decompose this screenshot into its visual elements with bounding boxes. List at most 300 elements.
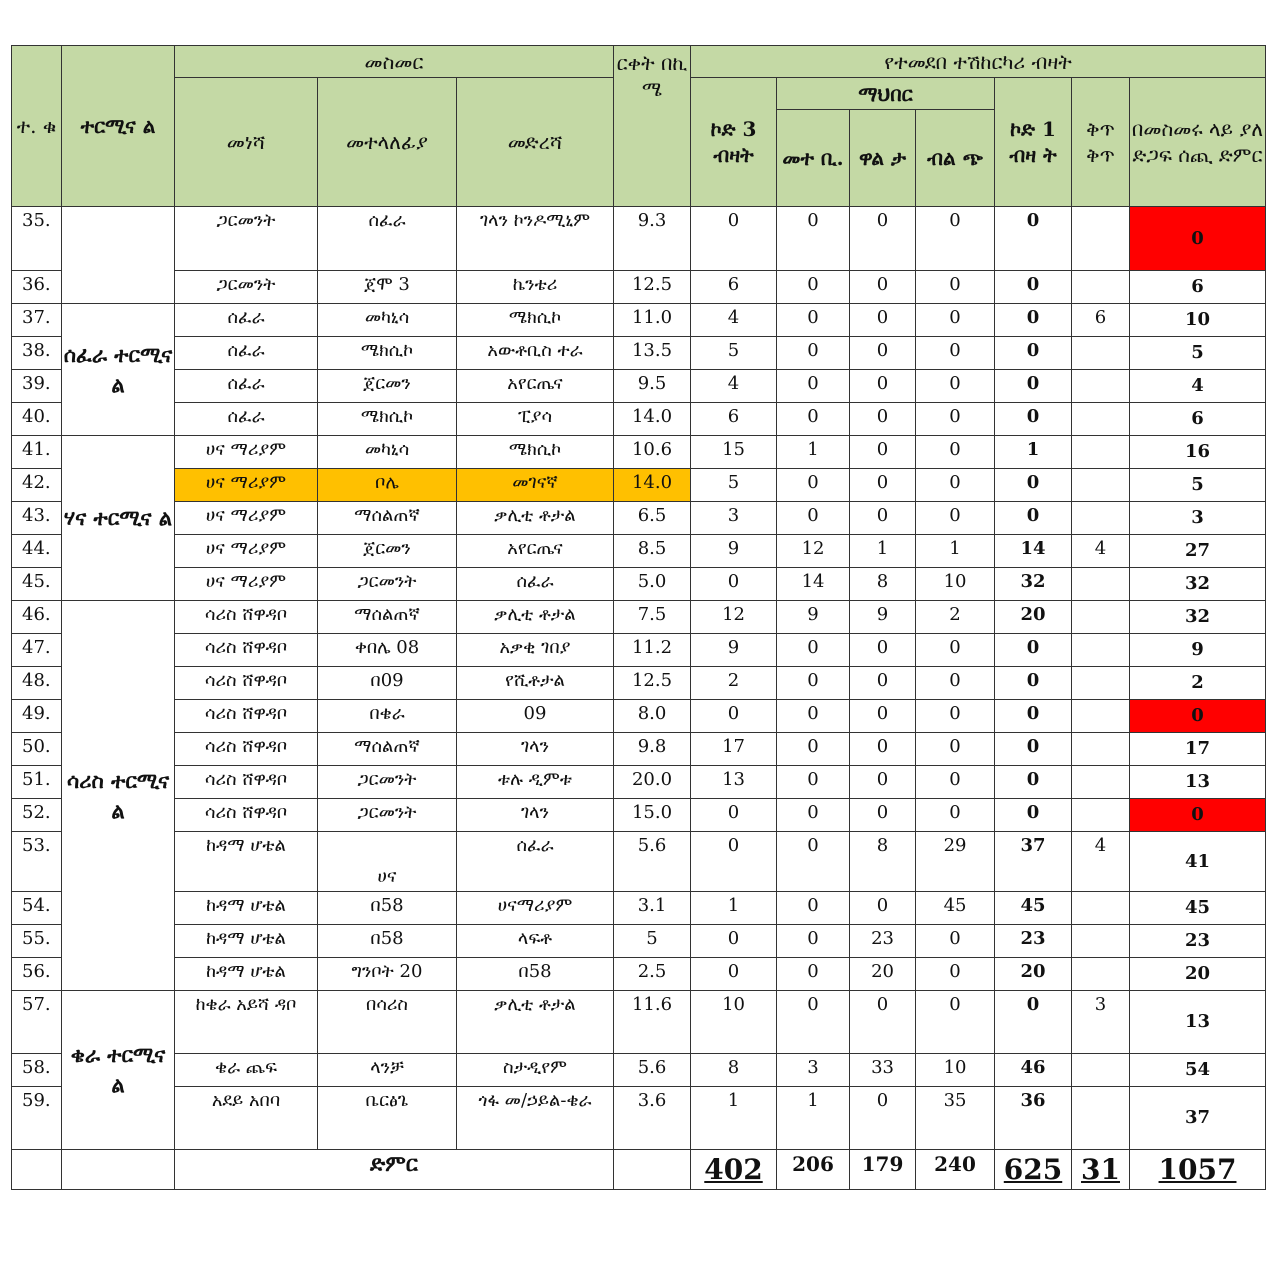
origin-cell: ጋርመንት	[175, 207, 318, 271]
code1-cell: 46	[995, 1054, 1072, 1087]
direct-cell	[1072, 925, 1130, 958]
total-cell: 5	[1130, 337, 1266, 370]
via-cell: ጀርመን	[318, 370, 457, 403]
origin-cell: አደይ አበባ	[175, 1087, 318, 1150]
destination-cell: በ58	[457, 958, 614, 991]
table-row	[12, 832, 1266, 892]
code1-cell: 45	[995, 892, 1072, 925]
destination-cell: ስታዲየም	[457, 1054, 614, 1087]
walta-cell: 0	[850, 799, 916, 832]
destination-cell: ፒያሳ	[457, 403, 614, 436]
direct-cell: 4	[1072, 535, 1130, 568]
origin-cell: ሰፈራ	[175, 403, 318, 436]
blch-cell: 45	[916, 892, 995, 925]
blch-cell: 0	[916, 733, 995, 766]
direct-cell	[1072, 337, 1130, 370]
code1-cell: 0	[995, 799, 1072, 832]
table-row	[12, 1054, 1266, 1087]
via-cell: በቄራ	[318, 700, 457, 733]
via-cell: ጀሞ 3	[318, 271, 457, 304]
distance-cell: 20.0	[614, 766, 691, 799]
via-cell: ጋርመንት	[318, 766, 457, 799]
walta-cell: 0	[850, 733, 916, 766]
summary-blank-no	[12, 1150, 62, 1190]
destination-cell: ቃሊቲ ቶታል	[457, 991, 614, 1054]
distance-cell: 14.0	[614, 469, 691, 502]
table-row	[12, 337, 1266, 370]
walta-cell: 20	[850, 958, 916, 991]
distance-cell: 12.5	[614, 667, 691, 700]
walta-cell: 0	[850, 634, 916, 667]
total-cell: 5	[1130, 469, 1266, 502]
total-cell: 27	[1130, 535, 1266, 568]
code1-cell: 0	[995, 304, 1072, 337]
destination-cell: ጎፋ መ/ኃይል-ቄራ	[457, 1087, 614, 1150]
header-walta: ዋል ታ	[850, 110, 916, 207]
code1-cell: 23	[995, 925, 1072, 958]
distance-cell: 10.6	[614, 436, 691, 469]
code3-cell: 0	[691, 958, 777, 991]
destination-cell: አየርጤና	[457, 535, 614, 568]
distance-cell: 11.2	[614, 634, 691, 667]
code1-cell: 14	[995, 535, 1072, 568]
row-no: 40.	[12, 403, 62, 436]
blch-cell: 0	[916, 207, 995, 271]
blch-cell: 0	[916, 370, 995, 403]
meteb-cell: 0	[777, 370, 850, 403]
terminal-cell-blank	[62, 207, 175, 304]
table-row-highlighted	[12, 469, 1266, 502]
walta-cell: 1	[850, 535, 916, 568]
origin-cell: ከዳማ ሆቴል	[175, 925, 318, 958]
meteb-cell: 0	[777, 304, 850, 337]
summary-blank-terminal	[62, 1150, 175, 1190]
total-cell: 23	[1130, 925, 1266, 958]
summary-walta: 179	[850, 1150, 916, 1190]
blch-cell: 0	[916, 634, 995, 667]
total-cell-alert: 0	[1130, 700, 1266, 733]
meteb-cell: 0	[777, 667, 850, 700]
direct-cell	[1072, 568, 1130, 601]
header-no: ተ. ቁ	[12, 46, 62, 207]
code3-cell: 9	[691, 535, 777, 568]
code3-cell: 6	[691, 403, 777, 436]
header-assigned: የተመደበ ተሽከርካሪ ብዛት	[691, 46, 1266, 78]
table-row	[12, 304, 1266, 337]
distance-cell: 14.0	[614, 403, 691, 436]
meteb-cell: 0	[777, 634, 850, 667]
blch-cell: 0	[916, 304, 995, 337]
blch-cell: 10	[916, 1054, 995, 1087]
via-cell: ሜክሲኮ	[318, 403, 457, 436]
blch-cell: 0	[916, 700, 995, 733]
table-row	[12, 766, 1266, 799]
via-cell: በ09	[318, 667, 457, 700]
code3-cell: 4	[691, 304, 777, 337]
total-cell: 2	[1130, 667, 1266, 700]
header-blch: ብል ጭ	[916, 110, 995, 207]
via-cell: ጋርመንት	[318, 568, 457, 601]
origin-cell: ሳሪስ ሸዋዳቦ	[175, 667, 318, 700]
distance-cell: 5.6	[614, 1054, 691, 1087]
walta-cell: 0	[850, 469, 916, 502]
code3-cell: 3	[691, 502, 777, 535]
total-cell: 13	[1130, 766, 1266, 799]
total-cell: 10	[1130, 304, 1266, 337]
table-row	[12, 403, 1266, 436]
row-no: 44.	[12, 535, 62, 568]
direct-cell	[1072, 667, 1130, 700]
destination-cell: አየርጤና	[457, 370, 614, 403]
row-no: 47.	[12, 634, 62, 667]
walta-cell: 0	[850, 370, 916, 403]
row-no: 50.	[12, 733, 62, 766]
table-row	[12, 925, 1266, 958]
total-cell: 32	[1130, 601, 1266, 634]
via-cell: ግንቦት 20	[318, 958, 457, 991]
distance-cell: 5.6	[614, 832, 691, 892]
header-destination: መድረሻ	[457, 78, 614, 207]
summary-total: 1057	[1130, 1150, 1266, 1190]
blch-cell: 0	[916, 958, 995, 991]
table-row	[12, 370, 1266, 403]
origin-cell: ከዳማ ሆቴል	[175, 958, 318, 991]
via-cell: ጀርመን	[318, 535, 457, 568]
header-code3: ኮድ 3 ብዛት	[691, 78, 777, 207]
direct-cell	[1072, 207, 1130, 271]
blch-cell: 1	[916, 535, 995, 568]
direct-cell: 3	[1072, 991, 1130, 1054]
header-distance: ርቀት በኪ ሜ	[614, 46, 691, 207]
total-cell: 54	[1130, 1054, 1266, 1087]
row-no: 38.	[12, 337, 62, 370]
walta-cell: 0	[850, 304, 916, 337]
direct-cell	[1072, 403, 1130, 436]
blch-cell: 0	[916, 766, 995, 799]
destination-cell: ኬንቴሪ	[457, 271, 614, 304]
code3-cell: 0	[691, 568, 777, 601]
code3-cell: 0	[691, 799, 777, 832]
row-no: 41.	[12, 436, 62, 469]
via-cell: በ58	[318, 925, 457, 958]
terminal-sefera: ሰፈራ ተርሚና ል	[62, 304, 175, 436]
direct-cell	[1072, 1087, 1130, 1150]
walta-cell: 8	[850, 568, 916, 601]
destination-cell: የሺቶታል	[457, 667, 614, 700]
walta-cell: 0	[850, 1087, 916, 1150]
distance-cell: 11.6	[614, 991, 691, 1054]
code1-cell: 20	[995, 601, 1072, 634]
distance-cell: 13.5	[614, 337, 691, 370]
direct-cell	[1072, 469, 1130, 502]
blch-cell: 29	[916, 832, 995, 892]
via-cell: መካኒሳ	[318, 436, 457, 469]
via-cell: በ58	[318, 892, 457, 925]
code3-cell: 0	[691, 207, 777, 271]
destination-cell: ሜክሲኮ	[457, 436, 614, 469]
code1-cell: 0	[995, 667, 1072, 700]
destination-cell: ሰፈራ	[457, 832, 614, 892]
code3-cell: 10	[691, 991, 777, 1054]
distance-cell: 3.6	[614, 1087, 691, 1150]
direct-cell	[1072, 436, 1130, 469]
origin-cell: ሳሪስ ሸዋዳቦ	[175, 700, 318, 733]
code3-cell: 5	[691, 469, 777, 502]
code1-cell: 0	[995, 271, 1072, 304]
origin-cell: ሳሪስ ሸዋዳቦ	[175, 634, 318, 667]
row-no: 53.	[12, 832, 62, 892]
origin-cell: ሀና ማሪያም	[175, 535, 318, 568]
meteb-cell: 0	[777, 958, 850, 991]
destination-cell: መገናኛ	[457, 469, 614, 502]
table-row	[12, 958, 1266, 991]
destination-cell: አቃቂ ገበያ	[457, 634, 614, 667]
table-row	[12, 991, 1266, 1054]
destination-cell: ገላን	[457, 799, 614, 832]
row-no: 45.	[12, 568, 62, 601]
table-row	[12, 502, 1266, 535]
walta-cell: 0	[850, 271, 916, 304]
walta-cell: 0	[850, 766, 916, 799]
walta-cell: 0	[850, 502, 916, 535]
terminal-hana: ሃና ተርሚና ል	[62, 436, 175, 601]
table-row	[12, 700, 1266, 733]
origin-cell: ጋርመንት	[175, 271, 318, 304]
destination-cell: ቃሊቲ ቶታል	[457, 601, 614, 634]
direct-cell	[1072, 766, 1130, 799]
total-cell: 13	[1130, 991, 1266, 1054]
code1-cell: 0	[995, 766, 1072, 799]
summary-code3: 402	[691, 1150, 777, 1190]
meteb-cell: 0	[777, 892, 850, 925]
code3-cell: 6	[691, 271, 777, 304]
destination-cell: ሀናማሪያም	[457, 892, 614, 925]
via-cell: ላንቻ	[318, 1054, 457, 1087]
row-no: 57.	[12, 991, 62, 1054]
total-cell: 45	[1130, 892, 1266, 925]
row-no: 52.	[12, 799, 62, 832]
blch-cell: 35	[916, 1087, 995, 1150]
code1-cell: 0	[995, 991, 1072, 1054]
blch-cell: 0	[916, 667, 995, 700]
distance-cell: 9.8	[614, 733, 691, 766]
summary-blank-distance	[614, 1150, 691, 1190]
meteb-cell: 0	[777, 799, 850, 832]
summary-direct: 31	[1072, 1150, 1130, 1190]
row-no: 35.	[12, 207, 62, 271]
destination-cell: ሜክሲኮ	[457, 304, 614, 337]
walta-cell: 0	[850, 700, 916, 733]
row-no: 58.	[12, 1054, 62, 1087]
total-cell: 3	[1130, 502, 1266, 535]
terminal-kera: ቄራ ተርሚና ል	[62, 991, 175, 1150]
distance-cell: 2.5	[614, 958, 691, 991]
code1-cell: 0	[995, 337, 1072, 370]
row-no: 46.	[12, 601, 62, 634]
direct-cell	[1072, 892, 1130, 925]
via-cell: ጋርመንት	[318, 799, 457, 832]
row-no: 49.	[12, 700, 62, 733]
total-cell: 37	[1130, 1087, 1266, 1150]
total-cell: 6	[1130, 403, 1266, 436]
summary-label: ድምር	[175, 1150, 614, 1190]
origin-cell: ሰፈራ	[175, 337, 318, 370]
table-row	[12, 634, 1266, 667]
via-cell: መካኒሳ	[318, 304, 457, 337]
code3-cell: 2	[691, 667, 777, 700]
direct-cell	[1072, 733, 1130, 766]
total-cell: 9	[1130, 634, 1266, 667]
origin-cell: ሰፈራ	[175, 370, 318, 403]
row-no: 43.	[12, 502, 62, 535]
total-cell: 4	[1130, 370, 1266, 403]
total-cell: 20	[1130, 958, 1266, 991]
walta-cell: 33	[850, 1054, 916, 1087]
distance-cell: 8.0	[614, 700, 691, 733]
origin-cell: ቄራ ጨፍ	[175, 1054, 318, 1087]
row-no: 55.	[12, 925, 62, 958]
direct-cell	[1072, 700, 1130, 733]
table-row	[12, 892, 1266, 925]
code1-cell: 0	[995, 469, 1072, 502]
blch-cell: 0	[916, 403, 995, 436]
code3-cell: 13	[691, 766, 777, 799]
meteb-cell: 14	[777, 568, 850, 601]
walta-cell: 0	[850, 667, 916, 700]
walta-cell: 0	[850, 892, 916, 925]
code1-cell: 0	[995, 207, 1072, 271]
code3-cell: 4	[691, 370, 777, 403]
walta-cell: 23	[850, 925, 916, 958]
direct-cell: 6	[1072, 304, 1130, 337]
origin-cell: ሀና ማሪያም	[175, 436, 318, 469]
distance-cell: 9.5	[614, 370, 691, 403]
summary-row	[12, 1150, 1266, 1190]
origin-cell: ከዳማ ሆቴል	[175, 832, 318, 892]
origin-cell: ሀና ማሪያም	[175, 469, 318, 502]
header-meteb: መተ ቢ.	[777, 110, 850, 207]
meteb-cell: 0	[777, 207, 850, 271]
row-no: 54.	[12, 892, 62, 925]
summary-blch: 240	[916, 1150, 995, 1190]
code3-cell: 0	[691, 832, 777, 892]
code3-cell: 1	[691, 1087, 777, 1150]
code1-cell: 32	[995, 568, 1072, 601]
origin-cell: ሳሪስ ሸዋዳቦ	[175, 601, 318, 634]
blch-cell: 0	[916, 502, 995, 535]
walta-cell: 9	[850, 601, 916, 634]
distance-cell: 6.5	[614, 502, 691, 535]
destination-cell: ሰፈራ	[457, 568, 614, 601]
code1-cell: 37	[995, 832, 1072, 892]
meteb-cell: 0	[777, 832, 850, 892]
header-route: መስመር	[175, 46, 614, 78]
destination-cell: ቱሉ ዲምቱ	[457, 766, 614, 799]
via-cell: በሳሪስ	[318, 991, 457, 1054]
row-no: 56.	[12, 958, 62, 991]
via-cell: ማሰልጠኛ	[318, 601, 457, 634]
code3-cell: 0	[691, 925, 777, 958]
distance-cell: 11.0	[614, 304, 691, 337]
row-no: 59.	[12, 1087, 62, 1150]
destination-cell: 09	[457, 700, 614, 733]
table-row	[12, 568, 1266, 601]
vehicle-assignment-table	[11, 45, 1266, 1190]
blch-cell: 0	[916, 925, 995, 958]
header-terminal: ተርሚና ል	[62, 46, 175, 207]
distance-cell: 8.5	[614, 535, 691, 568]
walta-cell: 0	[850, 991, 916, 1054]
total-cell: 41	[1130, 832, 1266, 892]
code3-cell: 17	[691, 733, 777, 766]
header-total: በመስመሩ ላይ ያለ ድጋፍ ሰጪ ድምር	[1130, 78, 1266, 207]
meteb-cell: 9	[777, 601, 850, 634]
code1-cell: 0	[995, 502, 1072, 535]
direct-cell	[1072, 601, 1130, 634]
table-row	[12, 436, 1266, 469]
table-row	[12, 535, 1266, 568]
meteb-cell: 0	[777, 271, 850, 304]
direct-cell: 4	[1072, 832, 1130, 892]
origin-cell: ከቄራ አይሻ ዳቦ	[175, 991, 318, 1054]
distance-cell: 15.0	[614, 799, 691, 832]
summary-code1: 625	[995, 1150, 1072, 1190]
blch-cell: 0	[916, 337, 995, 370]
via-cell: ቤርፅጌ	[318, 1087, 457, 1150]
via-cell: ማሰልጠኛ	[318, 733, 457, 766]
origin-cell: ሀና ማሪያም	[175, 502, 318, 535]
row-no: 39.	[12, 370, 62, 403]
destination-cell: ገላን	[457, 733, 614, 766]
direct-cell	[1072, 370, 1130, 403]
distance-cell: 5	[614, 925, 691, 958]
blch-cell: 2	[916, 601, 995, 634]
table-row	[12, 271, 1266, 304]
blch-cell: 0	[916, 469, 995, 502]
meteb-cell: 0	[777, 469, 850, 502]
destination-cell: ላፍቶ	[457, 925, 614, 958]
origin-cell: ሀና ማሪያም	[175, 568, 318, 601]
total-cell-alert: 0	[1130, 799, 1266, 832]
walta-cell: 0	[850, 207, 916, 271]
meteb-cell: 3	[777, 1054, 850, 1087]
direct-cell	[1072, 502, 1130, 535]
walta-cell: 0	[850, 337, 916, 370]
row-no: 42.	[12, 469, 62, 502]
code1-cell: 20	[995, 958, 1072, 991]
meteb-cell: 0	[777, 991, 850, 1054]
header-code1: ኮድ 1 ብዛ ት	[995, 78, 1072, 207]
summary-meteb: 206	[777, 1150, 850, 1190]
meteb-cell: 0	[777, 733, 850, 766]
table-row	[12, 799, 1266, 832]
code1-cell: 0	[995, 403, 1072, 436]
origin-cell: ሳሪስ ሸዋዳቦ	[175, 733, 318, 766]
code3-cell: 1	[691, 892, 777, 925]
code3-cell: 0	[691, 700, 777, 733]
destination-cell: ቃሊቲ ቶታል	[457, 502, 614, 535]
via-cell: ሰፈራ	[318, 207, 457, 271]
header-direct: ቅጥ ቅጥ	[1072, 78, 1130, 207]
blch-cell: 0	[916, 799, 995, 832]
meteb-cell: 0	[777, 502, 850, 535]
meteb-cell: 1	[777, 436, 850, 469]
destination-cell: ገላን ኮንዶሚኒም	[457, 207, 614, 271]
table-row	[12, 601, 1266, 634]
code1-cell: 0	[995, 700, 1072, 733]
via-cell: ቦሌ	[318, 469, 457, 502]
distance-cell: 9.3	[614, 207, 691, 271]
